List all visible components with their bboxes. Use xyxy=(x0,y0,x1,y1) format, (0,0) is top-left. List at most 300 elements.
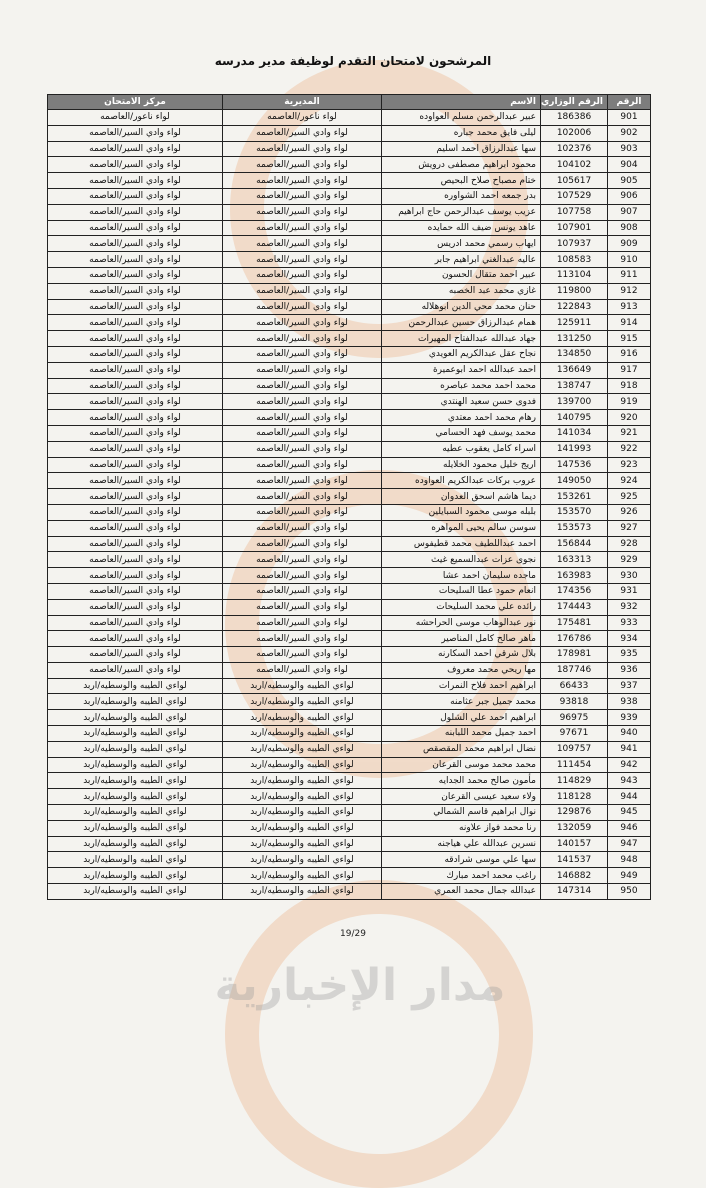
cell-exam-center: لواء وادي السير/العاصمه xyxy=(48,599,223,615)
cell-exam-center: لواء وادي السير/العاصمه xyxy=(48,315,223,331)
cell-name: نوال ابراهيم قاسم الشمالي xyxy=(382,805,541,821)
cell-directorate: لواء وادي السير/العاصمه xyxy=(223,662,382,678)
cell-ministry-number: 149050 xyxy=(541,473,608,489)
cell-number: 925 xyxy=(608,489,651,505)
cell-directorate: لواءي الطيبه والوسطيه/اربد xyxy=(223,789,382,805)
cell-directorate: لواء ناعور/العاصمه xyxy=(223,110,382,126)
cell-ministry-number: 93818 xyxy=(541,694,608,710)
cell-ministry-number: 141034 xyxy=(541,425,608,441)
table-row xyxy=(48,331,651,347)
table-row xyxy=(48,694,651,710)
cell-directorate: لواءي الطيبه والوسطيه/اربد xyxy=(223,884,382,900)
cell-name: احمد جميل محمد اللبابنه xyxy=(382,726,541,742)
cell-directorate: لواءي الطيبه والوسطيه/اربد xyxy=(223,852,382,868)
cell-number: 933 xyxy=(608,615,651,631)
cell-exam-center: لواءي الطيبه والوسطيه/اربد xyxy=(48,710,223,726)
cell-ministry-number: 134850 xyxy=(541,346,608,362)
cell-exam-center: لواء وادي السير/العاصمه xyxy=(48,362,223,378)
cell-name: ماهر صالح كامل المناصير xyxy=(382,631,541,647)
table-row xyxy=(48,773,651,789)
header-exam-center: مركز الامتحان xyxy=(48,95,223,110)
cell-number: 904 xyxy=(608,157,651,173)
cell-exam-center: لواءي الطيبه والوسطيه/اربد xyxy=(48,868,223,884)
cell-number: 934 xyxy=(608,631,651,647)
cell-directorate: لواءي الطيبه والوسطيه/اربد xyxy=(223,694,382,710)
cell-name: مها ريحي محمد معروف xyxy=(382,662,541,678)
cell-directorate: لواءي الطيبه والوسطيه/اربد xyxy=(223,710,382,726)
table-row xyxy=(48,346,651,362)
cell-name: عبير احمد متقال الحسون xyxy=(382,267,541,283)
cell-name: ابراهيم احمد علي الشلول xyxy=(382,710,541,726)
table-row xyxy=(48,678,651,694)
cell-directorate: لواء وادي السير/العاصمه xyxy=(223,331,382,347)
cell-exam-center: لواء ناعور/العاصمه xyxy=(48,110,223,126)
cell-exam-center: لواء وادي السير/العاصمه xyxy=(48,394,223,410)
cell-exam-center: لواء وادي السير/العاصمه xyxy=(48,157,223,173)
cell-number: 931 xyxy=(608,583,651,599)
cell-number: 913 xyxy=(608,299,651,315)
cell-name: اسراء كامل يعقوب عطيه xyxy=(382,441,541,457)
cell-directorate: لواءي الطيبه والوسطيه/اربد xyxy=(223,773,382,789)
cell-name: نسرين عبدالله علي هياجنه xyxy=(382,836,541,852)
cell-name: محمد جميل جبر عثامنه xyxy=(382,694,541,710)
cell-name: فدوى حسن سعيد الهنتدي xyxy=(382,394,541,410)
cell-number: 945 xyxy=(608,805,651,821)
cell-directorate: لواء وادي السير/العاصمه xyxy=(223,583,382,599)
table-row xyxy=(48,647,651,663)
cell-name: اريج خليل محمود الخلايله xyxy=(382,457,541,473)
cell-number: 906 xyxy=(608,188,651,204)
cell-name: نجوى عزات عبدالسميع غيث xyxy=(382,552,541,568)
table-row xyxy=(48,125,651,141)
cell-number: 928 xyxy=(608,536,651,552)
table-row xyxy=(48,489,651,505)
table-row xyxy=(48,441,651,457)
table-row xyxy=(48,394,651,410)
cell-directorate: لواء وادي السير/العاصمه xyxy=(223,520,382,536)
table-row xyxy=(48,110,651,126)
cell-name: احمد عبداللطيف محمد قطيفوس xyxy=(382,536,541,552)
table-row xyxy=(48,536,651,552)
cell-directorate: لواء وادي السير/العاصمه xyxy=(223,457,382,473)
cell-exam-center: لواء وادي السير/العاصمه xyxy=(48,520,223,536)
cell-name: ابراهيم احمد فلاح النمرات xyxy=(382,678,541,694)
table-row xyxy=(48,520,651,536)
cell-name: عبدالله جمال محمد العمري xyxy=(382,884,541,900)
cell-ministry-number: 146882 xyxy=(541,868,608,884)
cell-exam-center: لواء وادي السير/العاصمه xyxy=(48,504,223,520)
cell-ministry-number: 178981 xyxy=(541,647,608,663)
cell-name: مأمون صالح محمد الجدايه xyxy=(382,773,541,789)
cell-number: 915 xyxy=(608,331,651,347)
cell-name: ديما هاشم اسحق العدوان xyxy=(382,489,541,505)
cell-directorate: لواء وادي السير/العاصمه xyxy=(223,489,382,505)
table-row xyxy=(48,726,651,742)
table-row xyxy=(48,852,651,868)
cell-directorate: لواء وادي السير/العاصمه xyxy=(223,299,382,315)
cell-ministry-number: 109757 xyxy=(541,741,608,757)
cell-ministry-number: 104102 xyxy=(541,157,608,173)
table-row xyxy=(48,283,651,299)
cell-name: جهاد عبدالله عبدالفتاح المهيرات xyxy=(382,331,541,347)
cell-ministry-number: 102376 xyxy=(541,141,608,157)
cell-directorate: لواء وادي السير/العاصمه xyxy=(223,647,382,663)
cell-exam-center: لواء وادي السير/العاصمه xyxy=(48,489,223,505)
cell-number: 923 xyxy=(608,457,651,473)
cell-directorate: لواء وادي السير/العاصمه xyxy=(223,441,382,457)
cell-directorate: لواءي الطيبه والوسطيه/اربد xyxy=(223,805,382,821)
cell-directorate: لواءي الطيبه والوسطيه/اربد xyxy=(223,741,382,757)
cell-ministry-number: 163313 xyxy=(541,552,608,568)
cell-ministry-number: 129876 xyxy=(541,805,608,821)
table-row xyxy=(48,805,651,821)
cell-directorate: لواء وادي السير/العاصمه xyxy=(223,315,382,331)
header-ministry-number: الرقم الوزاري xyxy=(541,95,608,110)
cell-directorate: لواءي الطيبه والوسطيه/اربد xyxy=(223,868,382,884)
table-row xyxy=(48,552,651,568)
cell-exam-center: لواء وادي السير/العاصمه xyxy=(48,331,223,347)
cell-name: ايهاب رسمي محمد ادريس xyxy=(382,236,541,252)
cell-directorate: لواءي الطيبه والوسطيه/اربد xyxy=(223,820,382,836)
cell-exam-center: لواءي الطيبه والوسطيه/اربد xyxy=(48,805,223,821)
cell-directorate: لواءي الطيبه والوسطيه/اربد xyxy=(223,836,382,852)
cell-ministry-number: 132059 xyxy=(541,820,608,836)
cell-exam-center: لواء وادي السير/العاصمه xyxy=(48,615,223,631)
cell-number: 910 xyxy=(608,252,651,268)
cell-number: 938 xyxy=(608,694,651,710)
table-row xyxy=(48,741,651,757)
cell-exam-center: لواء وادي السير/العاصمه xyxy=(48,583,223,599)
table-row xyxy=(48,789,651,805)
cell-directorate: لواء وادي السير/العاصمه xyxy=(223,410,382,426)
cell-number: 926 xyxy=(608,504,651,520)
table-row xyxy=(48,188,651,204)
cell-number: 936 xyxy=(608,662,651,678)
cell-number: 942 xyxy=(608,757,651,773)
table-row xyxy=(48,836,651,852)
cell-ministry-number: 140795 xyxy=(541,410,608,426)
watermark-text: مدار الإخبارية xyxy=(214,960,506,1011)
cell-number: 943 xyxy=(608,773,651,789)
cell-number: 935 xyxy=(608,647,651,663)
table-row xyxy=(48,267,651,283)
table-row xyxy=(48,252,651,268)
cell-exam-center: لواءي الطيبه والوسطيه/اربد xyxy=(48,741,223,757)
table-row xyxy=(48,583,651,599)
cell-ministry-number: 107937 xyxy=(541,236,608,252)
cell-exam-center: لواء وادي السير/العاصمه xyxy=(48,473,223,489)
cell-ministry-number: 108583 xyxy=(541,252,608,268)
table-row xyxy=(48,615,651,631)
table-row xyxy=(48,236,651,252)
cell-directorate: لواء وادي السير/العاصمه xyxy=(223,252,382,268)
cell-name: عبير عبدالرحمن مسلم العواوده xyxy=(382,110,541,126)
cell-exam-center: لواء وادي السير/العاصمه xyxy=(48,378,223,394)
cell-name: ليلى فايق محمد جباره xyxy=(382,125,541,141)
cell-exam-center: لواء وادي السير/العاصمه xyxy=(48,425,223,441)
cell-exam-center: لواء وادي السير/العاصمه xyxy=(48,536,223,552)
cell-name: محمود ابراهيم مصطفى درويش xyxy=(382,157,541,173)
cell-directorate: لواء وادي السير/العاصمه xyxy=(223,125,382,141)
cell-directorate: لواء وادي السير/العاصمه xyxy=(223,346,382,362)
cell-directorate: لواء وادي السير/العاصمه xyxy=(223,394,382,410)
cell-number: 908 xyxy=(608,220,651,236)
cell-name: محمد احمد محمد عباصره xyxy=(382,378,541,394)
table-row xyxy=(48,315,651,331)
cell-name: محمد يوسف فهد الحسامي xyxy=(382,425,541,441)
cell-ministry-number: 138747 xyxy=(541,378,608,394)
cell-name: عاليه عبدالغني ابراهيم جابر xyxy=(382,252,541,268)
table-row xyxy=(48,599,651,615)
cell-ministry-number: 163983 xyxy=(541,568,608,584)
table-row xyxy=(48,884,651,900)
cell-ministry-number: 122843 xyxy=(541,299,608,315)
cell-name: ختام مصباح صلاح البحيص xyxy=(382,173,541,189)
cell-number: 905 xyxy=(608,173,651,189)
cell-number: 949 xyxy=(608,868,651,884)
cell-exam-center: لواء وادي السير/العاصمه xyxy=(48,299,223,315)
cell-number: 932 xyxy=(608,599,651,615)
table-row xyxy=(48,662,651,678)
cell-number: 912 xyxy=(608,283,651,299)
cell-ministry-number: 102006 xyxy=(541,125,608,141)
table-row xyxy=(48,299,651,315)
cell-exam-center: لواءي الطيبه والوسطيه/اربد xyxy=(48,852,223,868)
table-row xyxy=(48,868,651,884)
table-body xyxy=(48,110,651,900)
table-row xyxy=(48,425,651,441)
cell-name: عاهد يونس ضيف الله حمايده xyxy=(382,220,541,236)
cell-directorate: لواء وادي السير/العاصمه xyxy=(223,188,382,204)
cell-exam-center: لواء وادي السير/العاصمه xyxy=(48,662,223,678)
cell-exam-center: لواءي الطيبه والوسطيه/اربد xyxy=(48,757,223,773)
header-number: الرقم xyxy=(608,95,651,110)
table-row xyxy=(48,362,651,378)
cell-ministry-number: 141537 xyxy=(541,852,608,868)
cell-exam-center: لواء وادي السير/العاصمه xyxy=(48,568,223,584)
header-name: الاسم xyxy=(382,95,541,110)
cell-directorate: لواء وادي السير/العاصمه xyxy=(223,220,382,236)
cell-number: 939 xyxy=(608,710,651,726)
table-row xyxy=(48,631,651,647)
cell-exam-center: لواء وادي السير/العاصمه xyxy=(48,283,223,299)
cell-exam-center: لواء وادي السير/العاصمه xyxy=(48,188,223,204)
cell-exam-center: لواء وادي السير/العاصمه xyxy=(48,173,223,189)
cell-directorate: لواء وادي السير/العاصمه xyxy=(223,283,382,299)
cell-ministry-number: 96975 xyxy=(541,710,608,726)
cell-directorate: لواء وادي السير/العاصمه xyxy=(223,504,382,520)
cell-name: محمد محمد موسى القرعان xyxy=(382,757,541,773)
table-row xyxy=(48,504,651,520)
cell-ministry-number: 136649 xyxy=(541,362,608,378)
cell-directorate: لواء وادي السير/العاصمه xyxy=(223,425,382,441)
table-row xyxy=(48,410,651,426)
cell-name: ولاء سعيد عيسى القرعان xyxy=(382,789,541,805)
table-row xyxy=(48,710,651,726)
cell-ministry-number: 105617 xyxy=(541,173,608,189)
cell-ministry-number: 156844 xyxy=(541,536,608,552)
table-row xyxy=(48,473,651,489)
cell-name: سها عبدالرزاق احمد اسليم xyxy=(382,141,541,157)
cell-ministry-number: 125911 xyxy=(541,315,608,331)
cell-ministry-number: 175481 xyxy=(541,615,608,631)
cell-directorate: لواء وادي السير/العاصمه xyxy=(223,378,382,394)
cell-number: 907 xyxy=(608,204,651,220)
candidates-table xyxy=(47,94,651,900)
cell-number: 922 xyxy=(608,441,651,457)
cell-number: 909 xyxy=(608,236,651,252)
cell-name: بدر جمعه احمد الشواوره xyxy=(382,188,541,204)
cell-directorate: لواء وادي السير/العاصمه xyxy=(223,615,382,631)
table-row xyxy=(48,157,651,173)
cell-name: سها علي موسى شرادقه xyxy=(382,852,541,868)
cell-number: 918 xyxy=(608,378,651,394)
cell-ministry-number: 111454 xyxy=(541,757,608,773)
cell-name: بلبله موسى محمود السبايلين xyxy=(382,504,541,520)
cell-name: عزيب يوسف عبدالرحمن حاج ابراهيم xyxy=(382,204,541,220)
cell-ministry-number: 174443 xyxy=(541,599,608,615)
cell-ministry-number: 107758 xyxy=(541,204,608,220)
cell-exam-center: لواءي الطيبه والوسطيه/اربد xyxy=(48,694,223,710)
table-header-row xyxy=(48,95,651,110)
cell-exam-center: لواءي الطيبه والوسطيه/اربد xyxy=(48,820,223,836)
cell-exam-center: لواء وادي السير/العاصمه xyxy=(48,441,223,457)
cell-name: رنا محمد فواز علاونه xyxy=(382,820,541,836)
cell-exam-center: لواء وادي السير/العاصمه xyxy=(48,125,223,141)
cell-ministry-number: 187746 xyxy=(541,662,608,678)
cell-ministry-number: 119800 xyxy=(541,283,608,299)
table-row xyxy=(48,220,651,236)
cell-directorate: لواء وادي السير/العاصمه xyxy=(223,631,382,647)
cell-number: 901 xyxy=(608,110,651,126)
cell-ministry-number: 174356 xyxy=(541,583,608,599)
cell-name: غازي محمد عبد الخصبه xyxy=(382,283,541,299)
cell-ministry-number: 107901 xyxy=(541,220,608,236)
cell-exam-center: لواءي الطيبه والوسطيه/اربد xyxy=(48,836,223,852)
table-row xyxy=(48,173,651,189)
table-row xyxy=(48,141,651,157)
cell-exam-center: لواءي الطيبه والوسطيه/اربد xyxy=(48,773,223,789)
cell-number: 950 xyxy=(608,884,651,900)
cell-number: 911 xyxy=(608,267,651,283)
cell-ministry-number: 176786 xyxy=(541,631,608,647)
cell-directorate: لواء وادي السير/العاصمه xyxy=(223,267,382,283)
cell-name: نور عبدالوهاب موسى الحراحشه xyxy=(382,615,541,631)
cell-name: رهام محمد احمد معتدي xyxy=(382,410,541,426)
cell-number: 948 xyxy=(608,852,651,868)
cell-exam-center: لواءي الطيبه والوسطيه/اربد xyxy=(48,726,223,742)
cell-ministry-number: 186386 xyxy=(541,110,608,126)
cell-exam-center: لواء وادي السير/العاصمه xyxy=(48,141,223,157)
cell-number: 927 xyxy=(608,520,651,536)
cell-ministry-number: 140157 xyxy=(541,836,608,852)
cell-ministry-number: 107529 xyxy=(541,188,608,204)
cell-name: رائده علي محمد السليحات xyxy=(382,599,541,615)
table-row xyxy=(48,757,651,773)
cell-ministry-number: 153573 xyxy=(541,520,608,536)
cell-name: راغب محمد احمد مبارك xyxy=(382,868,541,884)
cell-directorate: لواءي الطيبه والوسطيه/اربد xyxy=(223,678,382,694)
page-number: 19/29 xyxy=(340,929,366,939)
page-title: المرشحون لامتحان التقدم لوظيفة مدير مدرسه xyxy=(214,54,492,68)
cell-exam-center: لواء وادي السير/العاصمه xyxy=(48,267,223,283)
cell-name: نضال ابراهيم محمد المقصقص xyxy=(382,741,541,757)
cell-ministry-number: 141993 xyxy=(541,441,608,457)
cell-exam-center: لواء وادي السير/العاصمه xyxy=(48,457,223,473)
cell-exam-center: لواء وادي السير/العاصمه xyxy=(48,252,223,268)
cell-name: همام عبدالرزاق حسين عبدالرحمن xyxy=(382,315,541,331)
cell-directorate: لواء وادي السير/العاصمه xyxy=(223,157,382,173)
watermark-ring-bottom xyxy=(225,880,533,1188)
cell-name: حنان محمد محي الدين ابوهلاله xyxy=(382,299,541,315)
cell-ministry-number: 113104 xyxy=(541,267,608,283)
cell-number: 944 xyxy=(608,789,651,805)
cell-directorate: لواء وادي السير/العاصمه xyxy=(223,362,382,378)
cell-ministry-number: 114829 xyxy=(541,773,608,789)
cell-directorate: لواء وادي السير/العاصمه xyxy=(223,552,382,568)
cell-name: عروب بركات عبدالكريم العواوده xyxy=(382,473,541,489)
cell-number: 929 xyxy=(608,552,651,568)
cell-number: 903 xyxy=(608,141,651,157)
cell-directorate: لواء وادي السير/العاصمه xyxy=(223,204,382,220)
cell-ministry-number: 66433 xyxy=(541,678,608,694)
cell-directorate: لواء وادي السير/العاصمه xyxy=(223,173,382,189)
cell-exam-center: لواء وادي السير/العاصمه xyxy=(48,647,223,663)
cell-ministry-number: 139700 xyxy=(541,394,608,410)
header-directorate: المديرية xyxy=(223,95,382,110)
table-row xyxy=(48,378,651,394)
cell-number: 919 xyxy=(608,394,651,410)
cell-ministry-number: 147536 xyxy=(541,457,608,473)
cell-exam-center: لواء وادي السير/العاصمه xyxy=(48,346,223,362)
cell-number: 937 xyxy=(608,678,651,694)
table-row xyxy=(48,204,651,220)
cell-name: ماجده سليمان احمد عشا xyxy=(382,568,541,584)
cell-number: 947 xyxy=(608,836,651,852)
cell-exam-center: لواء وادي السير/العاصمه xyxy=(48,552,223,568)
cell-number: 920 xyxy=(608,410,651,426)
cell-name: احمد عبدالله احمد ابوعميرة xyxy=(382,362,541,378)
cell-number: 914 xyxy=(608,315,651,331)
cell-number: 902 xyxy=(608,125,651,141)
cell-ministry-number: 118128 xyxy=(541,789,608,805)
cell-directorate: لواء وادي السير/العاصمه xyxy=(223,568,382,584)
cell-number: 941 xyxy=(608,741,651,757)
cell-name: سوسن سالم يحيى المواهره xyxy=(382,520,541,536)
cell-number: 924 xyxy=(608,473,651,489)
cell-ministry-number: 153261 xyxy=(541,489,608,505)
cell-exam-center: لواء وادي السير/العاصمه xyxy=(48,236,223,252)
cell-exam-center: لواء وادي السير/العاصمه xyxy=(48,410,223,426)
table-row xyxy=(48,457,651,473)
cell-name: بلال شرقي احمد السكارنه xyxy=(382,647,541,663)
cell-directorate: لواء وادي السير/العاصمه xyxy=(223,473,382,489)
cell-directorate: لواءي الطيبه والوسطيه/اربد xyxy=(223,726,382,742)
cell-directorate: لواء وادي السير/العاصمه xyxy=(223,236,382,252)
cell-ministry-number: 147314 xyxy=(541,884,608,900)
cell-name: نجاح عقل عبدالكريم العويدي xyxy=(382,346,541,362)
cell-number: 921 xyxy=(608,425,651,441)
cell-directorate: لواء وادي السير/العاصمه xyxy=(223,141,382,157)
cell-number: 946 xyxy=(608,820,651,836)
cell-exam-center: لواءي الطيبه والوسطيه/اربد xyxy=(48,884,223,900)
cell-exam-center: لواءي الطيبه والوسطيه/اربد xyxy=(48,789,223,805)
cell-exam-center: لواء وادي السير/العاصمه xyxy=(48,220,223,236)
cell-directorate: لواءي الطيبه والوسطيه/اربد xyxy=(223,757,382,773)
cell-number: 930 xyxy=(608,568,651,584)
cell-exam-center: لواءي الطيبه والوسطيه/اربد xyxy=(48,678,223,694)
cell-exam-center: لواء وادي السير/العاصمه xyxy=(48,631,223,647)
